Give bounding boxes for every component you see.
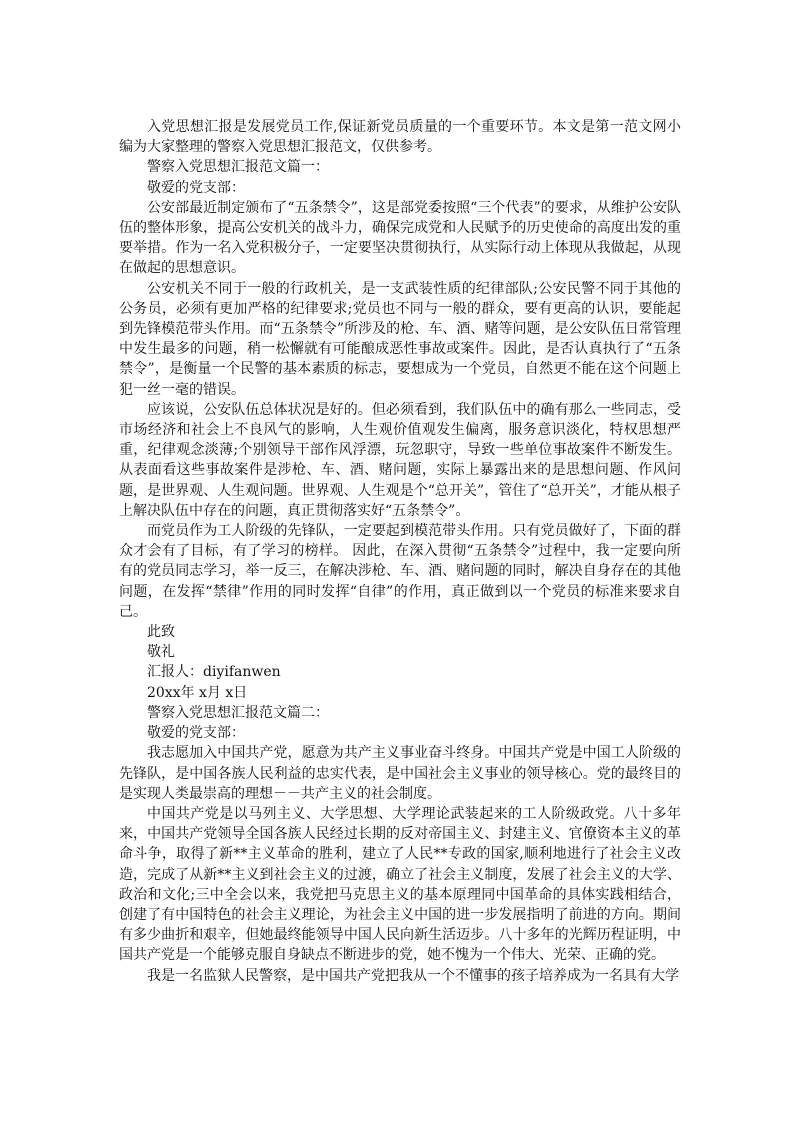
- article1-paragraph: 而党员作为工人阶级的先锋队，一定要起到模范带头作用。只有党员做好了，下面的群众才会有了目标，有了学习的榜样。 因此，在深入贯彻“五条禁令”过程中，我一定要向所有的党员同志学习，举一反三，在解决涉枪、车、酒、赌问题的同时，解决自身存在的其他问题，在发挥“禁律”作用的同时发挥“自律”的作用，真正做到以一个党员的标准来要求自己。: [119, 523, 681, 620]
- article1-title: 警察入党思想汇报范文篇一：: [147, 159, 329, 176]
- article2-salutation: 敬爱的党支部：: [147, 725, 245, 742]
- closing-salutation: 此致: [147, 624, 175, 641]
- report-date: 20xx年 x月 x日: [147, 684, 248, 701]
- article1-paragraph: 公安部最近制定颁布了“五条禁令”，这是部党委按照“三个代表”的要求，从维护公安队伍的整体形象，提高公安机关的战斗力，确保完成党和人民赋予的历史使命的高度出发的重要举措。作为一名入党积极分子，一定要坚决贯彻执行，从实际行动上体现从我做起，从现在做起的思想意识。: [119, 199, 681, 277]
- reporter-signature: 汇报人：diyifanwen: [147, 664, 281, 681]
- article2-paragraph: 我是一名监狱人民警察，是中国共产党把我从一个不懂事的孩子培养成为一名具有大学: [147, 967, 679, 984]
- document-page: [119, 117, 681, 986]
- article1-paragraph: 应该说，公安队伍总体状况是好的。但必须看到，我们队伍中的确有那么一些同志，受市场经济和社会上不良风气的影响，人生观价值观发生偏离，服务意识淡化，特权思想严重，纪律观念淡薄;个别领导干部作风浮漂，玩忽职守，导致一些单位事故案件不断发生。从表面看这些事故案件是涉枪、车、酒、赌问题，实际上暴露出来的是思想问题、作风问题，是世界观、人生观问题。世界观、人生观是个“总开关”，管住了“总开关”，才能从根子上解决队伍中存在的问题，真正贯彻落实好“五条禁令”。: [119, 401, 681, 519]
- article2-title: 警察入党思想汇报范文篇二：: [147, 704, 329, 721]
- article2-paragraph: 我志愿加入中国共产党，愿意为共产主义事业奋斗终身。中国共产党是中国工人阶级的先锋队，是中国各族人民利益的忠实代表，是中国社会主义事业的领导核心。党的最终目的是实现人类最崇高的理想－－共产主义的社会制度。: [119, 745, 681, 802]
- article1-salutation: 敬爱的党支部：: [147, 179, 245, 196]
- article1-paragraph: 公安机关不同于一般的行政机关，是一支武装性质的纪律部队;公安民警不同于其他的公务员，必须有更加严格的纪律要求;党员也不同与一般的群众，要有更高的认识，要能起到先锋模范带头作用。而“五条禁令”所涉及的枪、车、酒、赌等问题，是公安队伍日常管理中发生最多的问题，稍一松懈就有可能酿成恶性事故或案件。因此，是否认真执行了“五条禁令”，是衡量一个民警的基本素质的标志，要想成为一个党员，自然更不能在这个问题上犯一丝一毫的错误。: [119, 280, 681, 398]
- intro-paragraph: 入党思想汇报是发展党员工作,保证新党员质量的一个重要环节。本文是第一范文网小编为大家整理的警察入党思想汇报范文，仅供参考。: [119, 119, 681, 156]
- closing-regards: 敬礼: [147, 644, 175, 661]
- article2-paragraph: 中国共产党是以马列主义、大学思想、大学理论武装起来的工人阶级政党。八十多年来，中国共产党领导全国各族人民经过长期的反对帝国主义、封建主义、官僚资本主义的革命斗争，取得了新**主义革命的胜利，建立了人民**专政的国家,顺利地进行了社会主义改造，完成了从新**主义到社会主义的过渡，确立了社会主义制度，发展了社会主义的大学、政治和文化;三中全会以来，我党把马克思主义的基本原理同中国革命的具体实践相结合，创建了有中国特色的社会主义理论，为社会主义中国的进一步发展指明了前进的方向。期间有多少曲折和艰辛，但她最终能领导中国人民向新生活迈步。八十多年的光辉历程证明，中国共产党是一个能够克服自身缺点不断进步的党，她不愧为一个伟大、光荣、正确的党。: [119, 805, 681, 964]
